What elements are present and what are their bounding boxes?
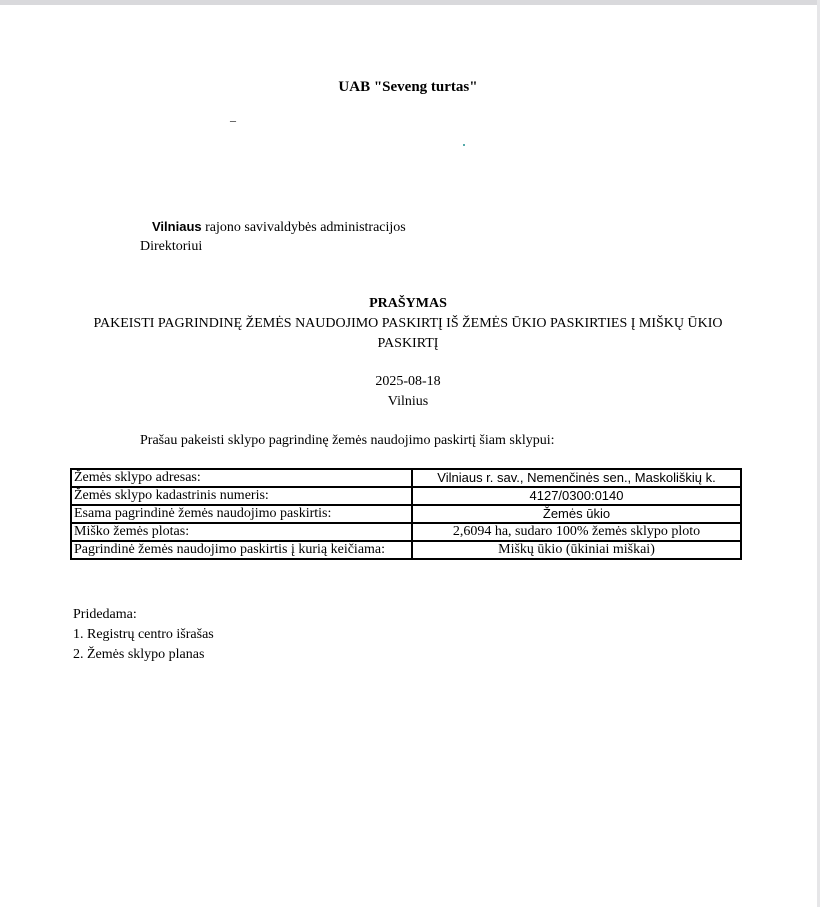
company-name: UAB "Seveng turtas": [338, 79, 478, 95]
table-cell-value: Žemės ūkio: [412, 505, 741, 523]
intro-paragraph: Prašau pakeisti sklypo pagrindinę žemės naudojimo paskirtį šiam sklypui:: [140, 433, 555, 448]
document-subtitle-line1: PAKEISTI PAGRINDINĘ ŽEMĖS NAUDOJIMO PASKIRTĮ IŠ ŽEMĖS ŪKIO PASKIRTIES Į MIŠKŲ ŪKIO: [93, 316, 723, 331]
table-row: [71, 505, 741, 523]
recipient-title: Direktoriui: [140, 239, 203, 254]
table-row: [71, 469, 741, 487]
table-cell-label: Žemės sklypo adresas:: [71, 469, 412, 487]
table-cell-value: 2,6094 ha, sudaro 100% žemės sklypo ploto: [412, 523, 741, 541]
table-cell-label: Esama pagrindinė žemės naudojimo paskirtis:: [71, 505, 412, 523]
stray-dot: [463, 144, 465, 146]
table-cell-label: Žemės sklypo kadastrinis numeris:: [71, 487, 412, 505]
attachment-item: 2. Žemės sklypo planas: [73, 647, 205, 662]
table-row: [71, 487, 741, 505]
document-page: [0, 5, 816, 907]
document-subtitle-line2: PASKIRTĮ: [377, 336, 439, 351]
table-cell-value: 4127/0300:0140: [412, 487, 741, 505]
table-cell-label: Pagrindinė žemės naudojimo paskirtis į kurią keičiama:: [71, 541, 412, 559]
attachment-item: 1. Registrų centro išrašas: [73, 627, 214, 642]
table-cell-value: Vilniaus r. sav., Nemenčinės sen., Maskoliškių k.: [412, 469, 741, 487]
attachments-heading: Pridedama:: [73, 607, 137, 622]
parcel-table: [70, 468, 742, 560]
recipient-name-rest: rajono savivaldybės administracijos: [201, 220, 406, 235]
table-row: [71, 541, 741, 559]
table-cell-value: Miškų ūkio (ūkiniai miškai): [412, 541, 741, 559]
dash-mark: –: [230, 113, 236, 127]
document-date: 2025-08-18: [375, 374, 441, 389]
document-city: Vilnius: [387, 394, 429, 409]
recipient-name-bold: Vilniaus: [152, 219, 202, 234]
table-row: [71, 523, 741, 541]
table-cell-label: Miško žemės plotas:: [71, 523, 412, 541]
document-title: PRAŠYMAS: [369, 296, 447, 311]
recipient-line: [152, 219, 406, 236]
